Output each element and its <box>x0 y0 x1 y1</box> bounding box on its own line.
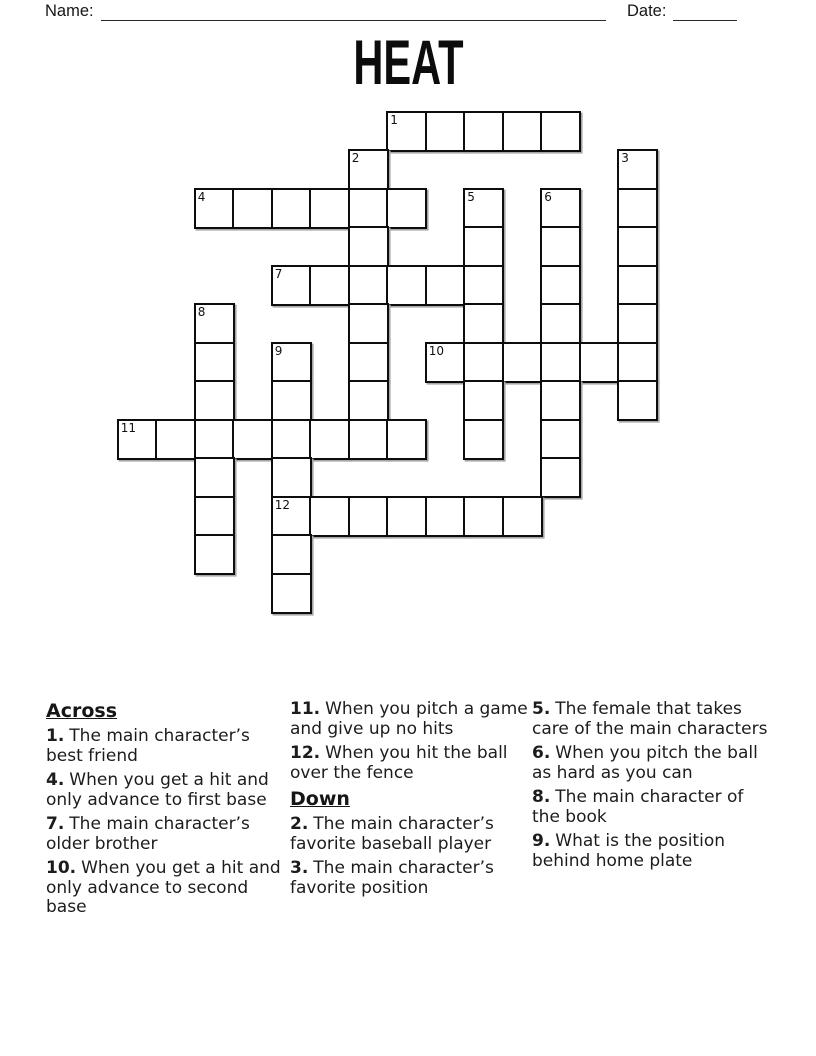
grid-cell[interactable] <box>194 380 235 421</box>
grid-cell[interactable] <box>348 265 389 306</box>
date-blank-line[interactable] <box>673 20 737 21</box>
grid-cell[interactable] <box>463 111 504 152</box>
grid-cell[interactable] <box>117 419 158 460</box>
grid-cell[interactable] <box>348 380 389 421</box>
clue-text: The main character of the book <box>532 787 744 827</box>
grid-cell[interactable] <box>271 265 312 306</box>
grid-cell[interactable] <box>540 265 581 306</box>
name-label: Name: <box>45 2 94 20</box>
grid-cell[interactable] <box>425 496 466 537</box>
grid-cell[interactable] <box>463 265 504 306</box>
grid-cell[interactable] <box>386 265 427 306</box>
clue-across-11 <box>290 700 531 739</box>
clue-number: 9. <box>532 831 551 851</box>
grid-cell[interactable] <box>271 457 312 498</box>
grid-cell[interactable] <box>540 342 581 383</box>
cell-number: 6 <box>544 189 552 204</box>
clue-text: What is the position behind home plate <box>532 831 725 871</box>
grid-cell[interactable] <box>232 188 273 229</box>
clue-text: The main character’s older brother <box>46 814 250 854</box>
grid-cell[interactable] <box>386 419 427 460</box>
across-heading: Across <box>46 700 118 722</box>
grid-cell[interactable] <box>271 342 312 383</box>
clue-text: The main character’s favorite baseball player <box>290 814 494 854</box>
grid-cell[interactable] <box>463 380 504 421</box>
grid-cell[interactable] <box>386 188 427 229</box>
name-blank-line[interactable] <box>101 20 606 21</box>
clue-down-2 <box>290 815 531 854</box>
grid-cell[interactable] <box>271 380 312 421</box>
clue-down-8 <box>532 788 769 827</box>
clue-text: When you pitch a game and give up no hits <box>290 699 528 739</box>
grid-cell[interactable] <box>194 188 235 229</box>
grid-cell[interactable] <box>348 188 389 229</box>
grid-cell[interactable] <box>540 111 581 152</box>
grid-cell[interactable] <box>463 419 504 460</box>
grid-cell[interactable] <box>463 496 504 537</box>
grid-cell[interactable] <box>463 188 504 229</box>
grid-cell[interactable] <box>309 265 350 306</box>
clue-text: The main character’s best friend <box>46 726 250 766</box>
grid-cell[interactable] <box>425 265 466 306</box>
grid-cell[interactable] <box>540 188 581 229</box>
grid-cell[interactable] <box>348 303 389 344</box>
clue-number: 8. <box>532 787 551 807</box>
grid-cell[interactable] <box>463 342 504 383</box>
cell-number: 9 <box>274 343 283 358</box>
clue-number: 11. <box>290 699 321 719</box>
clue-down-5 <box>532 700 769 739</box>
grid-cell[interactable] <box>348 419 389 460</box>
grid-cell[interactable] <box>617 149 658 190</box>
grid-cell[interactable] <box>386 111 427 152</box>
grid-cell[interactable] <box>348 496 389 537</box>
grid-cell[interactable] <box>309 188 350 229</box>
cell-number: 3 <box>621 151 629 166</box>
grid-cell[interactable] <box>194 534 235 575</box>
grid-cell[interactable] <box>271 573 312 614</box>
clue-number: 6. <box>532 743 551 763</box>
grid-cell[interactable] <box>348 226 389 267</box>
grid-cell[interactable] <box>617 226 658 267</box>
grid-cell[interactable] <box>155 419 196 460</box>
grid-cell[interactable] <box>579 342 620 383</box>
clue-column-1 <box>46 700 284 923</box>
grid-cell[interactable] <box>194 303 235 344</box>
grid-cell[interactable] <box>540 419 581 460</box>
clue-across-12 <box>290 744 531 783</box>
grid-cell[interactable] <box>617 342 658 383</box>
grid-cell[interactable] <box>502 342 543 383</box>
clue-across-1 <box>46 727 284 766</box>
grid-cell[interactable] <box>271 188 312 229</box>
grid-cell[interactable] <box>617 303 658 344</box>
grid-cell[interactable] <box>348 149 389 190</box>
clue-number: 7. <box>46 814 65 834</box>
clue-across-4 <box>46 771 284 810</box>
cell-number: 7 <box>274 266 283 281</box>
clue-number: 3. <box>290 858 309 878</box>
down-heading: Down <box>290 788 350 810</box>
clue-column-3 <box>532 700 769 876</box>
grid-cell[interactable] <box>463 303 504 344</box>
grid-cell[interactable] <box>271 496 312 537</box>
clue-text: When you pitch the ball as hard as you can <box>532 743 758 783</box>
grid-cell[interactable] <box>540 226 581 267</box>
cell-number: 8 <box>197 305 206 320</box>
cell-number: 1 <box>390 112 398 127</box>
grid-cell[interactable] <box>425 111 466 152</box>
puzzle-title-wrap <box>0 28 816 98</box>
clue-number: 10. <box>46 858 77 878</box>
grid-cell[interactable] <box>386 496 427 537</box>
clue-down-9 <box>532 832 769 871</box>
clue-text: When you hit the ball over the fence <box>290 743 508 783</box>
cell-number: 4 <box>197 189 206 204</box>
clue-number: 5. <box>532 699 551 719</box>
crossword-grid <box>118 112 657 613</box>
clue-number: 4. <box>46 770 65 790</box>
cell-number: 10 <box>428 343 445 358</box>
grid-cell[interactable] <box>194 496 235 537</box>
clue-text: When you get a hit and only advance to first base <box>46 770 269 810</box>
grid-cell[interactable] <box>309 419 350 460</box>
grid-cell[interactable] <box>617 380 658 421</box>
grid-cell[interactable] <box>502 111 543 152</box>
grid-cell[interactable] <box>309 496 350 537</box>
clue-number: 1. <box>46 726 65 746</box>
clue-across-7 <box>46 815 284 854</box>
grid-cell[interactable] <box>194 457 235 498</box>
cell-number: 12 <box>274 497 291 512</box>
clue-text: The main character’s favorite position <box>290 858 494 898</box>
grid-cell[interactable] <box>617 265 658 306</box>
cell-number: 11 <box>120 420 137 435</box>
grid-cell[interactable] <box>540 457 581 498</box>
grid-cell[interactable] <box>502 496 543 537</box>
grid-cell[interactable] <box>271 534 312 575</box>
grid-cell[interactable] <box>194 342 235 383</box>
clue-number: 12. <box>290 743 321 763</box>
clue-column-2 <box>290 700 531 903</box>
grid-cell[interactable] <box>348 342 389 383</box>
clue-down-3 <box>290 859 531 898</box>
grid-cell[interactable] <box>271 419 312 460</box>
clue-number: 2. <box>290 814 309 834</box>
clue-down-6 <box>532 744 769 783</box>
grid-cell[interactable] <box>540 303 581 344</box>
cell-number: 5 <box>467 189 475 204</box>
grid-cell[interactable] <box>617 188 658 229</box>
grid-cell[interactable] <box>463 226 504 267</box>
date-label: Date: <box>627 2 667 20</box>
grid-cell[interactable] <box>540 380 581 421</box>
grid-cell[interactable] <box>232 419 273 460</box>
grid-cell[interactable] <box>425 342 466 383</box>
clue-across-10 <box>46 859 284 918</box>
grid-cell[interactable] <box>194 419 235 460</box>
clue-text: When you get a hit and only advance to second base <box>46 858 281 917</box>
puzzle-title: HEAT <box>352 28 464 98</box>
cell-number: 2 <box>351 151 360 166</box>
clue-text: The female that takes care of the main characters <box>532 699 768 739</box>
